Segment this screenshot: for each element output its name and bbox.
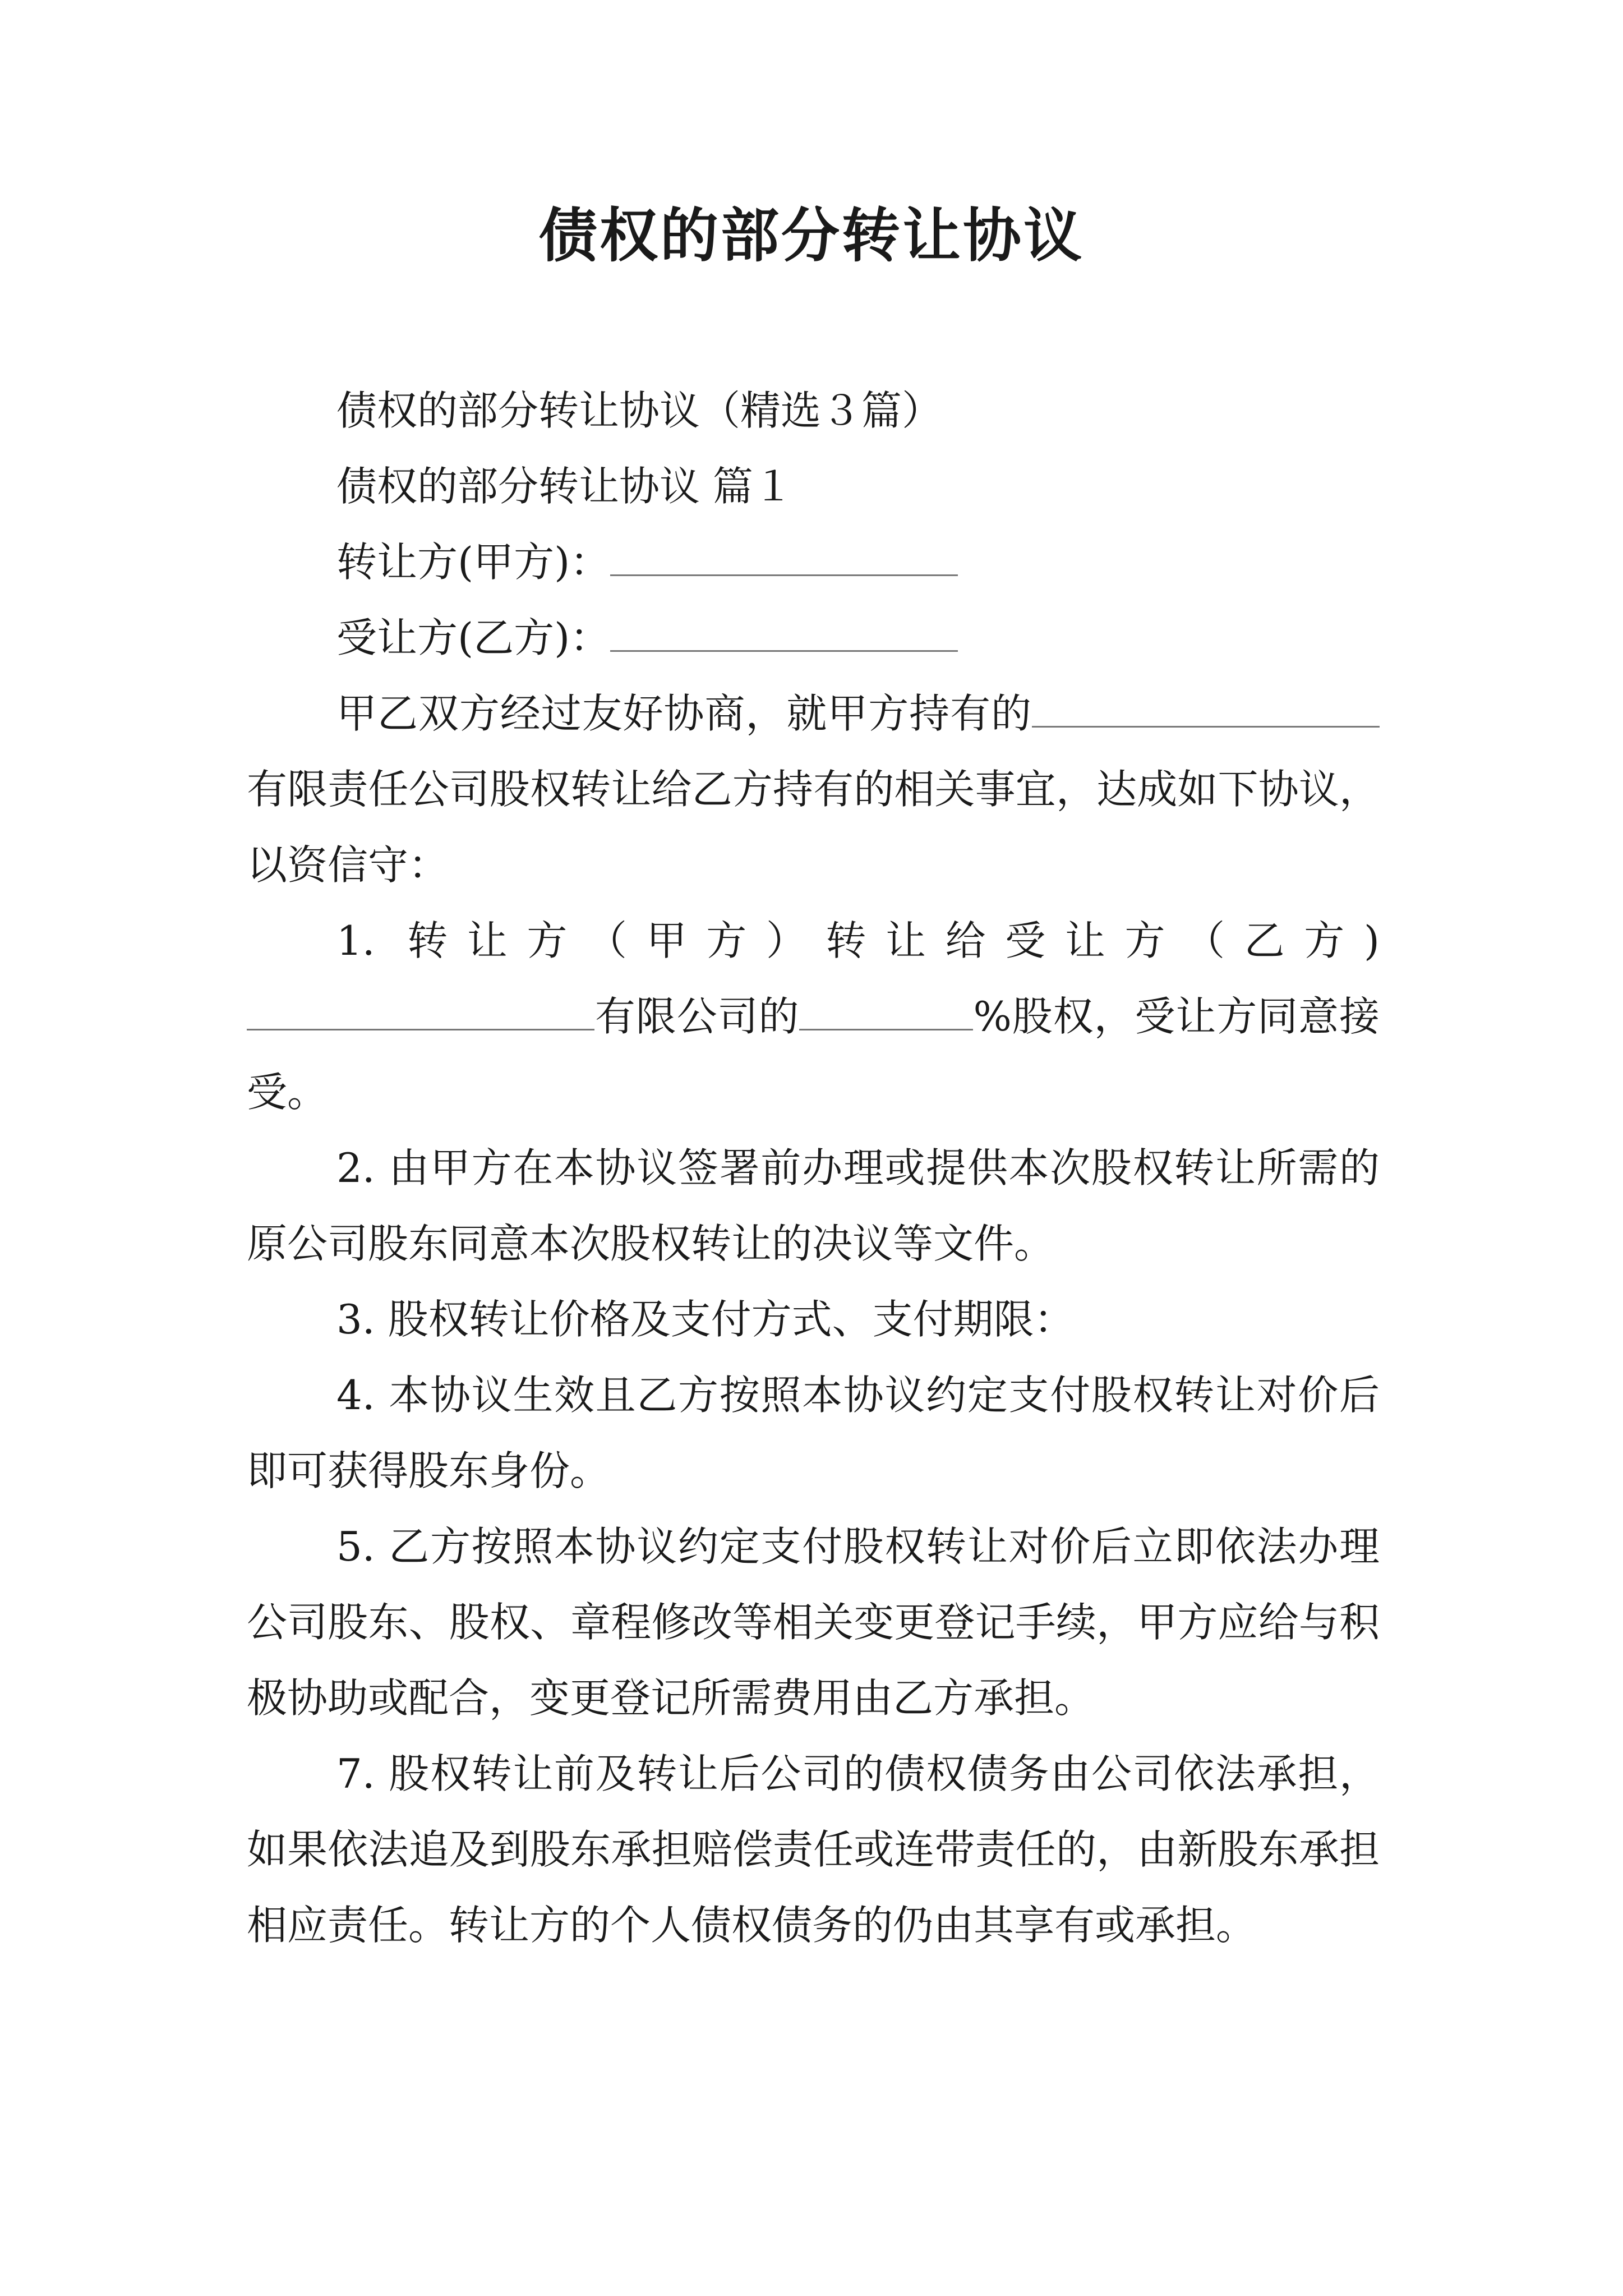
clause-1-text-2: 有限公司的 <box>594 993 800 1040</box>
transferee-label: 受让方(乙方)： <box>336 614 611 661</box>
clause-4: 4. 本协议生效且乙方按照本协议约定支付股权转让对价后即可获得股东身份。 <box>247 1372 1380 1494</box>
transferor-blank <box>610 531 958 576</box>
intro-text-1: 甲乙双方经过友好协商，就甲方持有的 <box>336 690 1032 737</box>
clause-5: 5. 乙方按照本协议约定支付股权转让对价后立即依法办理公司股东、股权、章程修改等相关变更登记手续，甲方应给与积极协助或配合，变更登记所需费用由乙方承担。 <box>247 1523 1380 1722</box>
clause-1-company-blank <box>247 985 594 1030</box>
clause-2: 2. 由甲方在本协议签署前办理或提供本次股权转让所需的原公司股东同意本次股权转让的决议等文件。 <box>247 1144 1380 1267</box>
intro-paragraph <box>247 676 1380 903</box>
document-body <box>247 373 1380 1963</box>
company-name-blank <box>1032 682 1380 728</box>
clause-7: 7. 股权转让前及转让后公司的债权债务由公司依法承担，如果依法追及到股东承担赔偿责任或连带责任的，由新股东承担相应责任。转让方的个人债权债务的仍由其享有或承担。 <box>247 1750 1380 1949</box>
clause-1-text-1: 1. 转让方（甲方）转让给受让方（乙方) <box>336 917 1380 964</box>
transferee-line <box>247 600 1380 676</box>
clause-1-percent-blank <box>799 985 973 1030</box>
section-heading: 债权的部分转让协议 篇１ <box>336 463 794 510</box>
transferor-line <box>247 524 1380 600</box>
transferor-label: 转让方(甲方)： <box>336 539 611 586</box>
clause-1-text-3: %股权，受让方同意接受。 <box>247 993 1380 1116</box>
document-title: 债权的部分转让协议 <box>538 201 1084 270</box>
intro-text-2: 有限责任公司股权转让给乙方持有的相关事宜，达成如下协议，以资信守： <box>247 766 1380 889</box>
clause-3: 3. 股权转让价格及支付方式、支付期限： <box>336 1296 1075 1343</box>
transferee-blank <box>610 606 958 652</box>
clause-1 <box>247 903 1380 1130</box>
subtitle-line: 债权的部分转让协议（精选３篇） <box>336 387 943 434</box>
